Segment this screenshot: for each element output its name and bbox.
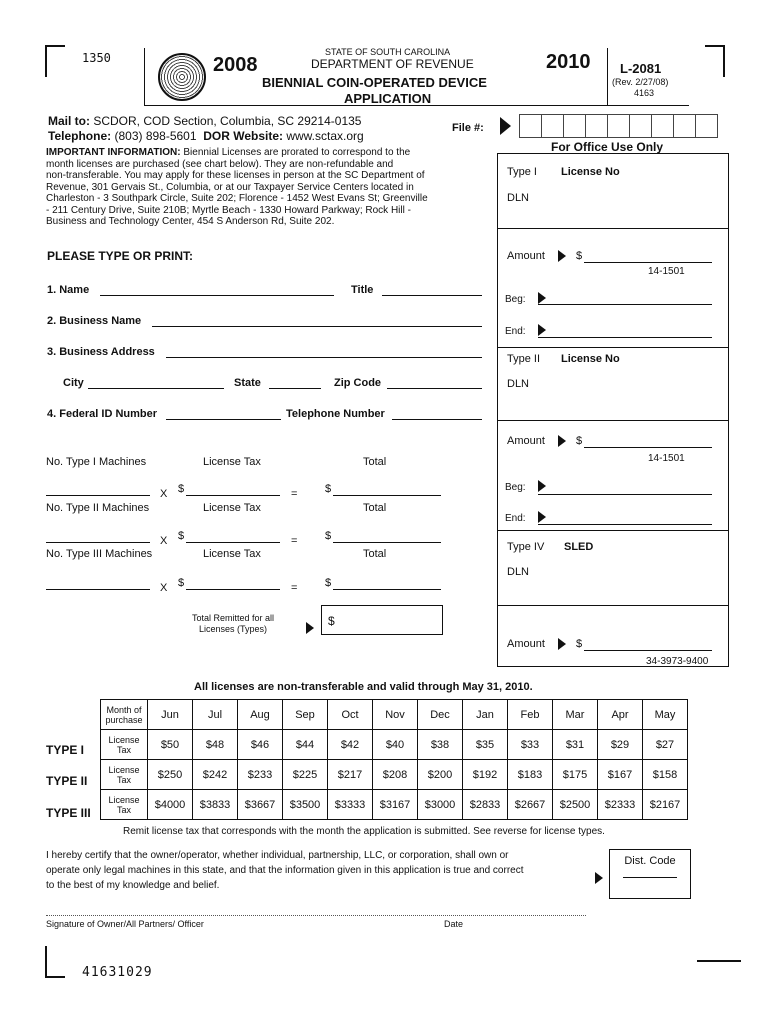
arrow-right-icon [558, 638, 566, 650]
table-caption: All licenses are non-transferable and valid through May 31, 2010. [194, 681, 533, 693]
end-field[interactable] [538, 325, 712, 338]
city-field[interactable] [88, 376, 224, 389]
dln-label: DLN [507, 566, 530, 578]
total-remitted-line: Total Remitted for all [191, 613, 275, 623]
rate-cell: $33 [508, 730, 553, 760]
account-code: 14-1501 [648, 453, 685, 464]
type1-count-field[interactable] [46, 483, 150, 496]
office-amount-field[interactable] [584, 638, 712, 651]
beg-field[interactable] [538, 292, 712, 305]
rate-cell: $27 [643, 730, 688, 760]
office-type4-label: Type IV [507, 541, 545, 553]
rate-cell: $3500 [283, 790, 328, 820]
city-label: City [63, 377, 84, 389]
telephone-value: (803) 898-5601 [114, 129, 197, 143]
form-code: 1350 [82, 51, 111, 65]
table-row [101, 760, 688, 790]
title-label: Title [351, 284, 374, 296]
dist-code-line [623, 877, 677, 878]
rate-cell: $40 [373, 730, 418, 760]
corner-mark-top-right [705, 45, 725, 77]
type3-machines-label: No. Type III Machines [46, 548, 153, 560]
license-tax-header: License Tax [203, 548, 261, 560]
corner-mark-bottom-left [45, 946, 65, 978]
rate-cell: $46 [238, 730, 283, 760]
barcode-number: 41631029 [82, 965, 153, 980]
rate-cell: $2667 [508, 790, 553, 820]
dollar-sign: $ [328, 614, 335, 628]
table-row [101, 790, 688, 820]
website-label: DOR Website: [203, 129, 283, 143]
end-field[interactable] [538, 512, 712, 525]
month-cell: Apr [598, 700, 643, 730]
total-header: Total [363, 456, 387, 468]
certification-text [46, 848, 594, 893]
type1-row-label: TYPE I [46, 743, 85, 757]
amount-label: Amount [507, 250, 545, 262]
header-divider-right [607, 48, 608, 106]
type2-row-label: TYPE II [46, 774, 88, 788]
mail-to [48, 114, 361, 128]
license-tax-label: License Tax [101, 790, 148, 820]
type2-tax-field[interactable] [186, 530, 280, 543]
contact-line [48, 129, 364, 143]
rate-cell: $4000 [148, 790, 193, 820]
mail-address: SCDOR, COD Section, Columbia, SC 29214-0135 [93, 114, 362, 128]
equals-sign: = [291, 582, 298, 594]
office-use-panel [497, 153, 729, 667]
rate-cell: $175 [553, 760, 598, 790]
signature-line[interactable] [46, 915, 586, 916]
license-tax-header: License Tax [203, 502, 261, 514]
type3-count-field[interactable] [46, 577, 150, 590]
dollar-sign: $ [178, 577, 185, 589]
times-sign: X [160, 488, 168, 500]
dollar-sign: $ [325, 483, 332, 495]
office-divider [498, 605, 728, 606]
beg-label: Beg: [505, 482, 526, 493]
arrow-right-icon [595, 872, 603, 884]
signature-label: Signature of Owner/All Partners/ Officer [46, 919, 204, 929]
license-no-label: License No [561, 166, 620, 178]
type1-tax-field[interactable] [186, 483, 280, 496]
rate-cell: $183 [508, 760, 553, 790]
rate-cell: $3167 [373, 790, 418, 820]
rate-cell: $167 [598, 760, 643, 790]
total-remitted-label [185, 613, 281, 635]
month-cell: Mar [553, 700, 598, 730]
office-type1-label: Type I [507, 166, 537, 178]
beg-field[interactable] [538, 482, 712, 495]
dollar-sign: $ [576, 435, 583, 447]
zip-field[interactable] [387, 376, 482, 389]
mail-label: Mail to: [48, 114, 90, 128]
dln-label: DLN [507, 378, 530, 390]
corner-mark-bottom-right [697, 960, 741, 962]
revision-code: 4163 [634, 88, 655, 98]
rate-cell: $35 [463, 730, 508, 760]
arrow-right-icon [306, 622, 314, 634]
rate-cell: $44 [283, 730, 328, 760]
office-divider [498, 530, 728, 531]
type3-tax-field[interactable] [186, 577, 280, 590]
state-label: State [234, 377, 261, 389]
rate-cell: $42 [328, 730, 373, 760]
license-tax-label: License Tax [101, 760, 148, 790]
office-amount-field[interactable] [584, 435, 712, 448]
state-seal-icon [158, 53, 206, 101]
rate-cell: $242 [193, 760, 238, 790]
times-sign: X [160, 582, 168, 594]
remit-note: Remit license tax that corresponds with the month the application is submitted. See reverse for license types. [123, 826, 605, 837]
month-cell: May [643, 700, 688, 730]
month-cell: Jul [193, 700, 238, 730]
rate-cell: $31 [553, 730, 598, 760]
arrow-right-icon [558, 435, 566, 447]
account-code: 14-1501 [648, 266, 685, 277]
rate-cell: $48 [193, 730, 238, 760]
month-cell: Oct [328, 700, 373, 730]
important-line: Biennial Licenses are prorated to correspond to the [183, 147, 411, 158]
month-cell: Nov [373, 700, 418, 730]
arrow-right-icon [500, 117, 511, 135]
rate-cell: $3000 [418, 790, 463, 820]
rate-cell: $29 [598, 730, 643, 760]
important-line: Charleston - 3 Southpark Circle, Suite 202; Florence - 1452 West Evans St; Greenville [46, 193, 428, 204]
dln-label: DLN [507, 192, 530, 204]
form-number: L-2081 [620, 61, 662, 76]
rate-cell: $208 [373, 760, 418, 790]
dollar-sign: $ [576, 638, 583, 650]
times-sign: X [160, 535, 168, 547]
license-tax-label: License Tax [101, 730, 148, 760]
dollar-sign: $ [178, 483, 185, 495]
federal-id-field[interactable] [166, 407, 281, 420]
month-cell: Dec [418, 700, 463, 730]
rate-cell: $200 [418, 760, 463, 790]
office-type2-label: Type II [507, 353, 541, 365]
name-field[interactable] [100, 283, 334, 296]
license-no-label: License No [561, 353, 620, 365]
important-line: Business and Technology Center, 454 S Anderson Rd, Suite 202. [46, 216, 335, 227]
rate-cell: $158 [643, 760, 688, 790]
corner-mark-top-left [45, 45, 65, 77]
zip-label: Zip Code [334, 377, 382, 389]
important-line: Revenue, 301 Gervais St., Columbia, or at our Taxpayer Service Centers located in [46, 181, 414, 193]
important-line: - 211 Century Drive, Suite 210B; Myrtle Beach - 1330 Howard Parkway; Rock Hill - [46, 204, 411, 216]
header-bottom-rule [144, 105, 689, 106]
revision-date: (Rev. 2/27/08) [612, 77, 669, 87]
please-type-heading: PLEASE TYPE OR PRINT: [47, 249, 194, 263]
certification-line: to the best of my knowledge and belief. [46, 880, 220, 891]
rate-cell: $50 [148, 730, 193, 760]
month-cell: Jun [148, 700, 193, 730]
state-name: STATE OF SOUTH CAROLINA [325, 47, 451, 57]
table-row [101, 730, 688, 760]
dist-code-label: Dist. Code [624, 855, 676, 867]
file-number-field[interactable] [519, 114, 718, 138]
rate-cell: $2833 [463, 790, 508, 820]
rate-cell: $3667 [238, 790, 283, 820]
business-name-field[interactable] [152, 314, 482, 327]
name-label: 1. Name [47, 284, 90, 296]
type3-row-label: TYPE III [46, 806, 91, 820]
certification-line: operate only legal machines in this state, and that the information given in this application is true and correct [46, 865, 524, 876]
month-cell: Feb [508, 700, 553, 730]
license-tax-header: License Tax [203, 456, 261, 468]
business-name-label: 2. Business Name [47, 315, 142, 327]
certification-line: I hereby certify that the owner/operator, whether individual, partnership, LLC, or corporation, shall own or [46, 850, 509, 861]
office-divider [498, 228, 728, 229]
dollar-sign: $ [576, 250, 583, 262]
federal-id-label: 4. Federal ID Number [47, 408, 158, 420]
business-address-field[interactable] [166, 345, 482, 358]
beg-label: Beg: [505, 294, 526, 305]
business-address-label: 3. Business Address [47, 346, 155, 358]
office-amount-field[interactable] [584, 250, 712, 263]
rate-cell: $250 [148, 760, 193, 790]
rate-cell: $225 [283, 760, 328, 790]
year-end: 2010 [546, 51, 591, 73]
month-header: Month of purchase [101, 700, 148, 730]
table-row [101, 700, 688, 730]
equals-sign: = [291, 488, 298, 500]
rate-cell: $192 [463, 760, 508, 790]
rate-cell: $3333 [328, 790, 373, 820]
month-cell: Sep [283, 700, 328, 730]
type3-total-field[interactable] [333, 577, 441, 590]
state-field[interactable] [269, 376, 321, 389]
important-information [46, 147, 484, 228]
header-divider-left [144, 48, 145, 106]
office-divider [498, 347, 728, 348]
file-number-label: File #: [452, 122, 484, 134]
rate-cell: $2500 [553, 790, 598, 820]
telephone-label: Telephone: [48, 129, 112, 143]
amount-label: Amount [507, 435, 545, 447]
office-divider [498, 420, 728, 421]
total-header: Total [363, 502, 387, 514]
type2-machines-label: No. Type II Machines [46, 502, 150, 514]
rate-cell: $233 [238, 760, 283, 790]
rate-cell: $3833 [193, 790, 238, 820]
rate-cell: $2333 [598, 790, 643, 820]
important-label: IMPORTANT INFORMATION: [46, 147, 181, 158]
license-rate-table [100, 699, 688, 820]
dollar-sign: $ [325, 577, 332, 589]
rate-cell: $2167 [643, 790, 688, 820]
month-cell: Aug [238, 700, 283, 730]
office-use-heading: For Office Use Only [551, 140, 664, 154]
form-title-line2: APPLICATION [344, 91, 432, 106]
department-name: DEPARTMENT OF REVENUE [311, 57, 474, 71]
account-code: 34-3973-9400 [646, 656, 709, 667]
rate-cell: $217 [328, 760, 373, 790]
amount-label: Amount [507, 638, 545, 650]
equals-sign: = [291, 535, 298, 547]
end-label: End: [505, 513, 526, 524]
sled-label: SLED [564, 541, 594, 553]
month-cell: Jan [463, 700, 508, 730]
rate-cell: $38 [418, 730, 463, 760]
form-title-line1: BIENNIAL COIN-OPERATED DEVICE [262, 75, 487, 90]
total-header: Total [363, 548, 387, 560]
dist-code-box[interactable] [609, 849, 691, 899]
type1-machines-label: No. Type I Machines [46, 456, 147, 468]
end-label: End: [505, 326, 526, 337]
type2-total-field[interactable] [333, 530, 441, 543]
type2-count-field[interactable] [46, 530, 150, 543]
date-label: Date [444, 919, 464, 929]
type1-total-field[interactable] [333, 483, 441, 496]
important-line: month licenses are purchased (see chart below). They are non-refundable and [46, 158, 394, 170]
dollar-sign: $ [178, 530, 185, 542]
dollar-sign: $ [325, 530, 332, 542]
year-start: 2008 [213, 54, 258, 76]
telephone-number-label: Telephone Number [286, 408, 385, 420]
total-remitted-line: Licenses (Types) [198, 624, 268, 634]
arrow-right-icon [558, 250, 566, 262]
website-value: www.sctax.org [286, 129, 364, 143]
telephone-number-field[interactable] [392, 407, 482, 420]
important-line: non-transferable. You may apply for these licenses in person at the SC Department of [46, 170, 425, 181]
title-field[interactable] [382, 283, 482, 296]
total-remitted-field[interactable] [321, 605, 443, 635]
